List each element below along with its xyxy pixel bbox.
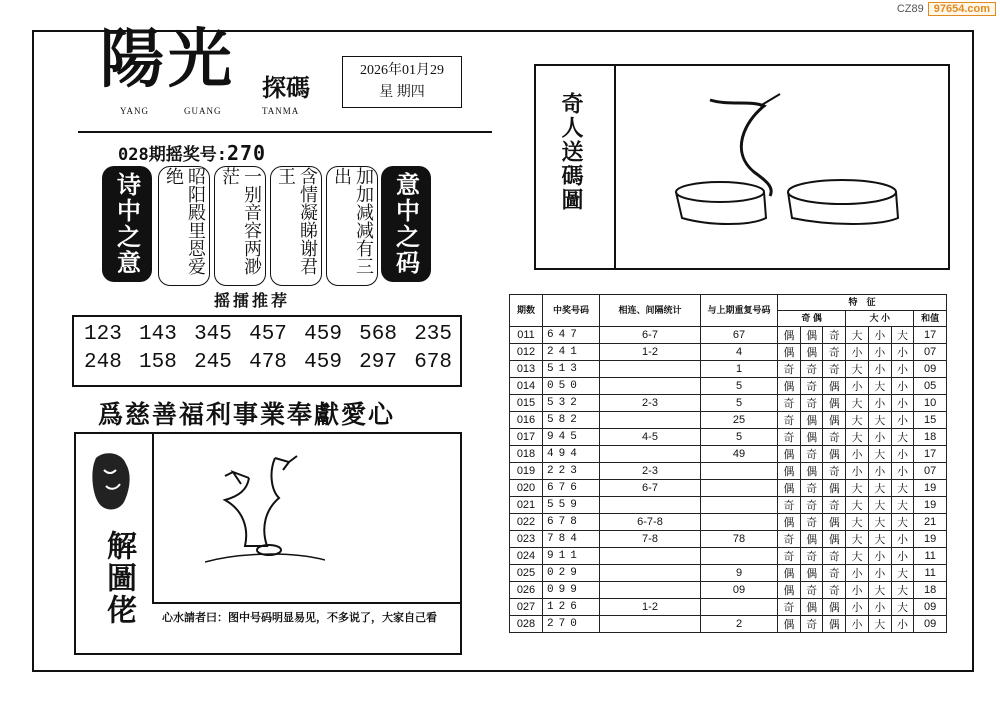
picture-title: 奇人送碼圖: [558, 92, 584, 212]
issue-cell: 028: [510, 616, 543, 633]
big-small-cell: 大: [846, 327, 869, 344]
big-small-cell: 大: [846, 514, 869, 531]
lian-cell: [600, 446, 701, 463]
recommend-row-2: [84, 349, 452, 377]
recommend-number: 478: [249, 351, 287, 374]
logo-subtitle: 探碼: [262, 73, 310, 102]
lian-cell: [600, 361, 701, 378]
code-cell: 126: [543, 599, 600, 616]
logo-title: 陽光: [100, 22, 236, 97]
recommend-number: 345: [194, 323, 232, 346]
code-cell: 647: [543, 327, 600, 344]
poem-column-2: 一别音容两渺茫: [214, 166, 266, 286]
code-cell: 911: [543, 548, 600, 565]
history-body: [510, 327, 947, 633]
odd-even-cell: 偶: [823, 412, 846, 429]
odd-even-cell: 奇: [800, 616, 823, 633]
recommend-number: 143: [139, 323, 177, 346]
recommend-number: 568: [359, 323, 397, 346]
big-small-cell: 小: [868, 565, 891, 582]
header-issue: 期数: [510, 295, 543, 327]
odd-even-cell: 偶: [823, 514, 846, 531]
odd-even-cell: 偶: [800, 463, 823, 480]
big-small-cell: 大: [868, 446, 891, 463]
odd-even-cell: 偶: [823, 395, 846, 412]
repeat-cell: 5: [701, 429, 778, 446]
code-cell: 784: [543, 531, 600, 548]
big-small-cell: 大: [846, 497, 869, 514]
recommend-number: 158: [139, 351, 177, 374]
odd-even-cell: 奇: [800, 378, 823, 395]
lian-cell: [600, 548, 701, 565]
odd-even-cell: 奇: [823, 565, 846, 582]
lian-cell: 1-2: [600, 344, 701, 361]
prize-value: 270: [226, 141, 267, 165]
sum-cell: 19: [914, 497, 947, 514]
date-line: 2026年01月29: [360, 63, 444, 78]
repeat-cell: 49: [701, 446, 778, 463]
lian-cell: 7-8: [600, 531, 701, 548]
big-small-cell: 大: [846, 531, 869, 548]
tree-stump-illustration: [205, 450, 325, 580]
lian-cell: 4-5: [600, 429, 701, 446]
big-small-cell: 小: [868, 548, 891, 565]
table-row: [510, 429, 947, 446]
table-row: [510, 548, 947, 565]
big-small-cell: 小: [868, 599, 891, 616]
big-small-cell: 大: [891, 582, 914, 599]
big-small-cell: 大: [846, 395, 869, 412]
repeat-cell: [701, 548, 778, 565]
odd-even-cell: 偶: [800, 412, 823, 429]
odd-even-cell: 偶: [778, 582, 801, 599]
big-small-cell: 大: [891, 599, 914, 616]
big-small-cell: 大: [891, 565, 914, 582]
big-small-cell: 小: [846, 446, 869, 463]
riddle-portrait-icon: [86, 450, 138, 514]
big-small-cell: 小: [868, 463, 891, 480]
big-small-cell: 大: [846, 429, 869, 446]
site-code: CZ89: [896, 3, 924, 15]
poem-column-3: 含情凝睇谢君王: [270, 166, 322, 286]
sum-cell: 09: [914, 361, 947, 378]
sum-cell: 21: [914, 514, 947, 531]
odd-even-cell: 偶: [778, 327, 801, 344]
recommend-number: 235: [414, 323, 452, 346]
sum-cell: 09: [914, 616, 947, 633]
repeat-cell: 67: [701, 327, 778, 344]
recommend-row-1: [84, 321, 452, 349]
poem-column-4: 加加减减有三出: [326, 166, 378, 286]
table-row: [510, 327, 947, 344]
odd-even-cell: 偶: [778, 378, 801, 395]
lian-cell: 2-3: [600, 395, 701, 412]
logo-pinyin-3: TANMA: [262, 106, 300, 116]
lian-cell: [600, 582, 701, 599]
repeat-cell: 4: [701, 344, 778, 361]
site-badge: [897, 2, 996, 16]
big-small-cell: 大: [868, 616, 891, 633]
big-small-cell: 小: [891, 446, 914, 463]
odd-even-cell: 奇: [823, 497, 846, 514]
issue-cell: 013: [510, 361, 543, 378]
lian-cell: [600, 565, 701, 582]
repeat-cell: 9: [701, 565, 778, 582]
header-feature: 特 征: [778, 295, 947, 311]
recommend-number: 248: [84, 351, 122, 374]
big-small-cell: 小: [891, 412, 914, 429]
repeat-cell: 78: [701, 531, 778, 548]
odd-even-cell: 偶: [800, 531, 823, 548]
issue-cell: 021: [510, 497, 543, 514]
issue-cell: 027: [510, 599, 543, 616]
odd-even-cell: 偶: [778, 446, 801, 463]
poem-column-1: 昭阳殿里恩爱绝: [158, 166, 210, 286]
code-cell: 029: [543, 565, 600, 582]
recommend-number: 123: [84, 323, 122, 346]
big-small-cell: 小: [846, 344, 869, 361]
big-small-cell: 大: [891, 327, 914, 344]
odd-even-cell: 偶: [778, 480, 801, 497]
poem-right-title: 意中之码: [381, 166, 431, 282]
sum-cell: 11: [914, 548, 947, 565]
issue-cell: 019: [510, 463, 543, 480]
sum-cell: 07: [914, 344, 947, 361]
sum-cell: 17: [914, 446, 947, 463]
sum-cell: 17: [914, 327, 947, 344]
issue-cell: 024: [510, 548, 543, 565]
table-row: [510, 514, 947, 531]
slogan: 爲慈善福利事業奉獻愛心: [98, 400, 396, 429]
odd-even-cell: 偶: [823, 378, 846, 395]
odd-even-cell: 偶: [800, 327, 823, 344]
recommend-number: 459: [304, 323, 342, 346]
picture-divider: [614, 64, 616, 270]
issue-cell: 025: [510, 565, 543, 582]
header-lian: 相连、间隔统计: [600, 295, 701, 327]
repeat-cell: 1: [701, 361, 778, 378]
recommend-number: 678: [414, 351, 452, 374]
odd-even-cell: 偶: [778, 565, 801, 582]
odd-even-cell: 奇: [778, 599, 801, 616]
odd-even-cell: 奇: [800, 361, 823, 378]
repeat-cell: 5: [701, 395, 778, 412]
table-row: [510, 361, 947, 378]
table-row: [510, 395, 947, 412]
table-row: [510, 616, 947, 633]
odd-even-cell: 奇: [778, 361, 801, 378]
odd-even-cell: 偶: [778, 344, 801, 361]
code-cell: 559: [543, 497, 600, 514]
odd-even-cell: 偶: [823, 446, 846, 463]
odd-even-cell: 偶: [823, 616, 846, 633]
table-row: [510, 565, 947, 582]
code-cell: 513: [543, 361, 600, 378]
code-cell: 494: [543, 446, 600, 463]
table-row: [510, 378, 947, 395]
odd-even-cell: 偶: [800, 344, 823, 361]
issue-cell: 017: [510, 429, 543, 446]
repeat-cell: 25: [701, 412, 778, 429]
table-row: [510, 463, 947, 480]
issue-cell: 018: [510, 446, 543, 463]
big-small-cell: 大: [891, 497, 914, 514]
sum-cell: 05: [914, 378, 947, 395]
big-small-cell: 小: [891, 344, 914, 361]
table-row: [510, 480, 947, 497]
code-cell: 582: [543, 412, 600, 429]
poem-left-title: 诗中之意: [102, 166, 152, 282]
big-small-cell: 小: [891, 616, 914, 633]
riddle-text-divider: [152, 602, 462, 604]
big-small-cell: 小: [868, 429, 891, 446]
odd-even-cell: 偶: [800, 429, 823, 446]
odd-even-cell: 奇: [778, 395, 801, 412]
sum-cell: 15: [914, 412, 947, 429]
odd-even-cell: 奇: [800, 395, 823, 412]
big-small-cell: 小: [868, 395, 891, 412]
code-cell: 945: [543, 429, 600, 446]
sum-cell: 10: [914, 395, 947, 412]
code-cell: 532: [543, 395, 600, 412]
header-odd-even: 奇 偶: [778, 311, 846, 327]
sum-cell: 11: [914, 565, 947, 582]
big-small-cell: 小: [891, 548, 914, 565]
big-small-cell: 大: [868, 531, 891, 548]
odd-even-cell: 奇: [823, 429, 846, 446]
repeat-cell: [701, 514, 778, 531]
repeat-cell: [701, 480, 778, 497]
logo-pinyin-1: YANG: [120, 106, 150, 116]
riddle-divider: [152, 432, 154, 604]
riddle-text: 心水請者曰：图中号码明显易见，不多说了，大家自己看: [162, 611, 437, 624]
header-big-small: 大 小: [846, 311, 914, 327]
repeat-cell: [701, 463, 778, 480]
history-table: [509, 294, 947, 633]
repeat-cell: 09: [701, 582, 778, 599]
odd-even-cell: 偶: [800, 565, 823, 582]
odd-even-cell: 奇: [823, 463, 846, 480]
code-cell: 223: [543, 463, 600, 480]
big-small-cell: 大: [891, 514, 914, 531]
sum-cell: 07: [914, 463, 947, 480]
big-small-cell: 大: [868, 514, 891, 531]
repeat-cell: [701, 497, 778, 514]
sum-cell: 19: [914, 480, 947, 497]
issue-cell: 011: [510, 327, 543, 344]
odd-even-cell: 偶: [778, 616, 801, 633]
odd-even-cell: 奇: [823, 548, 846, 565]
odd-even-cell: 奇: [800, 548, 823, 565]
table-row: [510, 599, 947, 616]
big-small-cell: 大: [891, 429, 914, 446]
big-small-cell: 小: [846, 463, 869, 480]
recommend-numbers: [72, 315, 462, 387]
table-header-row: [510, 295, 947, 311]
odd-even-cell: 偶: [823, 599, 846, 616]
repeat-cell: [701, 599, 778, 616]
lian-cell: [600, 497, 701, 514]
big-small-cell: 大: [846, 480, 869, 497]
lian-cell: 6-7: [600, 327, 701, 344]
big-small-cell: 大: [891, 480, 914, 497]
big-small-cell: 小: [891, 361, 914, 378]
big-small-cell: 小: [868, 361, 891, 378]
header-sum: 和值: [914, 311, 947, 327]
issue-cell: 022: [510, 514, 543, 531]
recommend-label: 摇擂推荐: [214, 291, 291, 310]
big-small-cell: 小: [846, 565, 869, 582]
odd-even-cell: 奇: [800, 446, 823, 463]
odd-even-cell: 偶: [800, 599, 823, 616]
header-repeat: 与上期重复号码: [701, 295, 778, 327]
big-small-cell: 大: [868, 497, 891, 514]
odd-even-cell: 奇: [823, 582, 846, 599]
table-row: [510, 582, 947, 599]
big-small-cell: 小: [846, 582, 869, 599]
odd-even-cell: 奇: [778, 531, 801, 548]
odd-even-cell: 奇: [778, 429, 801, 446]
lian-cell: 6-7: [600, 480, 701, 497]
odd-even-cell: 奇: [800, 497, 823, 514]
recommend-number: 459: [304, 351, 342, 374]
code-cell: 270: [543, 616, 600, 633]
header-code: 中奖号码: [543, 295, 600, 327]
sum-cell: 09: [914, 599, 947, 616]
big-small-cell: 大: [868, 480, 891, 497]
big-small-cell: 小: [846, 378, 869, 395]
header-divider: [78, 131, 492, 133]
table-row: [510, 446, 947, 463]
prize-label: 028期摇奖号:: [118, 145, 227, 165]
lian-cell: [600, 378, 701, 395]
code-cell: 099: [543, 582, 600, 599]
recommend-number: 245: [194, 351, 232, 374]
big-small-cell: 大: [868, 582, 891, 599]
issue-cell: 026: [510, 582, 543, 599]
big-small-cell: 小: [891, 378, 914, 395]
big-small-cell: 小: [891, 463, 914, 480]
riddle-title: 解圖佬: [101, 530, 136, 626]
table-row: [510, 344, 947, 361]
odd-even-cell: 奇: [800, 582, 823, 599]
issue-cell: 012: [510, 344, 543, 361]
code-cell: 676: [543, 480, 600, 497]
basket-illustration: [670, 92, 920, 242]
big-small-cell: 大: [846, 548, 869, 565]
big-small-cell: 大: [846, 361, 869, 378]
big-small-cell: 大: [868, 412, 891, 429]
logo-pinyin-2: GUANG: [184, 106, 222, 116]
big-small-cell: 小: [846, 616, 869, 633]
big-small-cell: 小: [868, 327, 891, 344]
weekday-line: 星 期四: [379, 85, 425, 100]
odd-even-cell: 偶: [778, 514, 801, 531]
big-small-cell: 小: [891, 395, 914, 412]
big-small-cell: 小: [846, 599, 869, 616]
lian-cell: 2-3: [600, 463, 701, 480]
table-row: [510, 412, 947, 429]
big-small-cell: 大: [846, 412, 869, 429]
recommend-number: 297: [359, 351, 397, 374]
odd-even-cell: 奇: [800, 480, 823, 497]
big-small-cell: 小: [891, 531, 914, 548]
table-row: [510, 497, 947, 514]
date-box: [342, 56, 462, 108]
odd-even-cell: 奇: [778, 497, 801, 514]
issue-cell: 023: [510, 531, 543, 548]
repeat-cell: 2: [701, 616, 778, 633]
big-small-cell: 小: [868, 344, 891, 361]
odd-even-cell: 奇: [778, 412, 801, 429]
recommend-number: 457: [249, 323, 287, 346]
prize-line: [118, 140, 266, 165]
odd-even-cell: 偶: [823, 531, 846, 548]
odd-even-cell: 奇: [823, 327, 846, 344]
site-url[interactable]: 97654.com: [928, 2, 996, 16]
issue-cell: 020: [510, 480, 543, 497]
lian-cell: 6-7-8: [600, 514, 701, 531]
sum-cell: 18: [914, 429, 947, 446]
code-cell: 050: [543, 378, 600, 395]
odd-even-cell: 偶: [778, 463, 801, 480]
issue-cell: 014: [510, 378, 543, 395]
lian-cell: [600, 412, 701, 429]
lian-cell: [600, 616, 701, 633]
table-row: [510, 531, 947, 548]
issue-cell: 016: [510, 412, 543, 429]
lian-cell: 1-2: [600, 599, 701, 616]
big-small-cell: 大: [868, 378, 891, 395]
code-cell: 678: [543, 514, 600, 531]
odd-even-cell: 偶: [823, 480, 846, 497]
repeat-cell: 5: [701, 378, 778, 395]
odd-even-cell: 奇: [823, 361, 846, 378]
sum-cell: 18: [914, 582, 947, 599]
code-cell: 241: [543, 344, 600, 361]
odd-even-cell: 奇: [823, 344, 846, 361]
odd-even-cell: 奇: [800, 514, 823, 531]
odd-even-cell: 奇: [778, 548, 801, 565]
sum-cell: 19: [914, 531, 947, 548]
issue-cell: 015: [510, 395, 543, 412]
